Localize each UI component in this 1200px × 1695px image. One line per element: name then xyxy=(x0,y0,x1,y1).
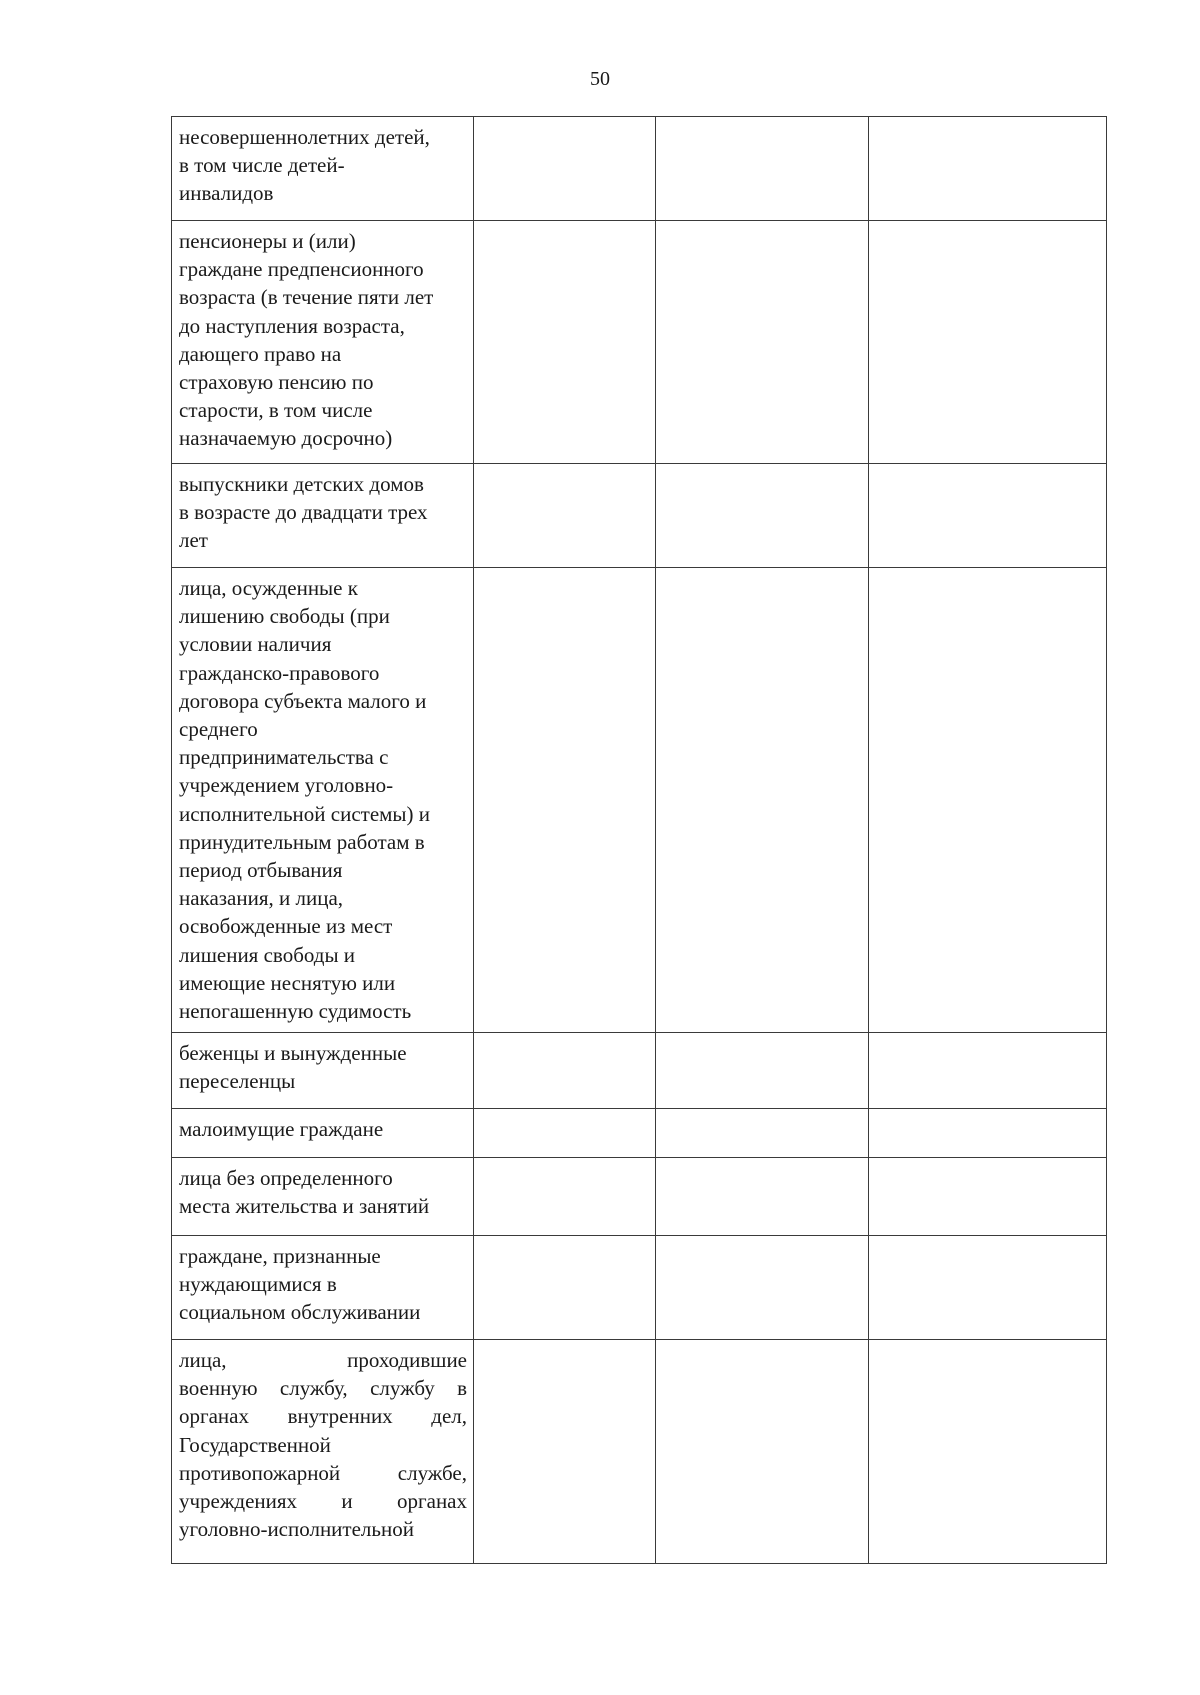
category-cell: малоимущие граждане xyxy=(172,1109,474,1158)
empty-cell xyxy=(656,221,869,464)
empty-cell xyxy=(656,117,869,221)
table-row xyxy=(172,117,1107,221)
category-cell-line: военную службу, службу в xyxy=(179,1376,467,1401)
category-cell-line: лица, проходившие xyxy=(179,1348,467,1372)
empty-cell xyxy=(869,1340,1107,1564)
category-cell: беженцы и вынужденные переселенцы xyxy=(172,1033,474,1109)
empty-cell xyxy=(474,1109,656,1158)
empty-cell xyxy=(869,568,1107,1033)
page-number: 50 xyxy=(590,68,610,90)
empty-cell xyxy=(474,221,656,464)
category-cell: пенсионеры и (или) граждане предпенсионного возраста (в течение пяти лет до наступления возраста, дающего право на страховую пенсию по старости, в том числе назначаемую досрочно) xyxy=(172,221,474,464)
empty-cell xyxy=(474,1033,656,1109)
empty-cell xyxy=(869,221,1107,464)
category-cell: выпускники детских домов в возрасте до двадцати трех лет xyxy=(172,464,474,568)
empty-cell xyxy=(656,1109,869,1158)
empty-cell xyxy=(869,1033,1107,1109)
category-cell: лица, осужденные к лишению свободы (при условии наличия гражданско-правового договора субъекта малого и среднего предпринимательства с учреждением уголовно- исполнительной системы) и принудительным работам в период отбывания наказания, и лица, освобожденные из мест лишения свободы и имеющие неснятую или непогашенную судимость xyxy=(172,568,474,1033)
empty-cell xyxy=(474,464,656,568)
category-cell: лица без определенного места жительства и занятий xyxy=(172,1158,474,1236)
empty-cell xyxy=(656,1236,869,1340)
category-cell xyxy=(172,1340,474,1564)
empty-cell xyxy=(656,464,869,568)
empty-cell xyxy=(869,464,1107,568)
table-row xyxy=(172,464,1107,568)
empty-cell xyxy=(656,1033,869,1109)
empty-cell xyxy=(869,1109,1107,1158)
empty-cell xyxy=(656,568,869,1033)
empty-cell xyxy=(869,1236,1107,1340)
table-row xyxy=(172,221,1107,464)
table-row xyxy=(172,1158,1107,1236)
category-cell-line: органах внутренних дел, xyxy=(179,1404,467,1429)
category-cell-line: противопожарной службе, xyxy=(179,1460,467,1485)
empty-cell xyxy=(474,1236,656,1340)
category-cell-line: Государственной xyxy=(179,1432,331,1457)
empty-cell xyxy=(656,1158,869,1236)
empty-cell xyxy=(656,1340,869,1564)
category-cell-line: уголовно-исполнительной xyxy=(179,1517,414,1542)
empty-cell xyxy=(474,1158,656,1236)
category-cell-line: учреждениях и органах xyxy=(179,1489,467,1514)
document-table xyxy=(171,116,1107,1564)
category-cell: несовершеннолетних детей, в том числе детей- инвалидов xyxy=(172,117,474,221)
empty-cell xyxy=(474,1340,656,1564)
empty-cell xyxy=(869,1158,1107,1236)
table-row xyxy=(172,568,1107,1033)
empty-cell xyxy=(869,117,1107,221)
empty-cell xyxy=(474,568,656,1033)
table-row xyxy=(172,1033,1107,1109)
table-row xyxy=(172,1236,1107,1340)
table-row xyxy=(172,1109,1107,1158)
table-row xyxy=(172,1340,1107,1564)
category-cell: граждане, признанные нуждающимися в социальном обслуживании xyxy=(172,1236,474,1340)
empty-cell xyxy=(474,117,656,221)
